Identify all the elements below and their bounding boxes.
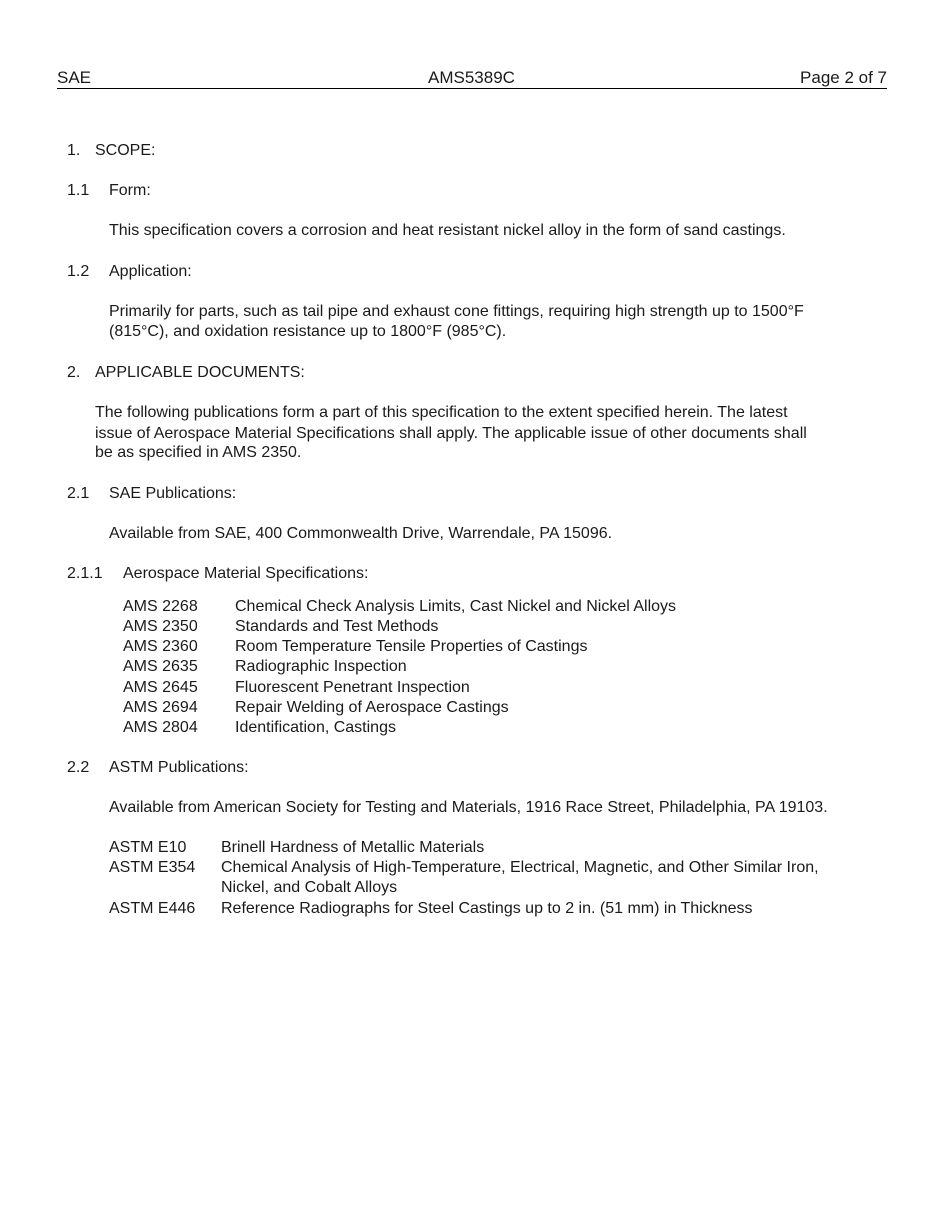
section-2-title: APPLICABLE DOCUMENTS: bbox=[95, 364, 305, 381]
section-1-title: SCOPE: bbox=[95, 142, 156, 159]
section-2-1-1-number: 2.1.1 bbox=[67, 565, 103, 582]
section-1-1-number: 1.1 bbox=[67, 182, 90, 199]
section-2-1-1-title: Aerospace Material Specifications: bbox=[123, 565, 369, 582]
reference-code: AMS 2804 bbox=[123, 719, 198, 736]
reference-title: Chemical Check Analysis Limits, Cast Nickel and Nickel Alloys bbox=[235, 598, 677, 615]
section-1-2-text-line-1: Primarily for parts, such as tail pipe and exhaust cone fittings, requiring high strength up to 1500°F bbox=[109, 303, 804, 320]
reference-title: Radiographic Inspection bbox=[235, 658, 407, 675]
reference-title: Chemical Analysis of High-Temperature, Electrical, Magnetic, and Other Similar Iron, bbox=[221, 859, 819, 876]
reference-code: ASTM E10 bbox=[109, 839, 187, 856]
section-1-1-title: Form: bbox=[109, 182, 151, 199]
header-organization: SAE bbox=[57, 68, 92, 87]
reference-title-continued: Nickel, and Cobalt Alloys bbox=[221, 879, 398, 896]
section-1-2-number: 1.2 bbox=[67, 263, 90, 280]
section-2-text-line-3: be as specified in AMS 2350. bbox=[95, 444, 302, 461]
section-1-2-text-line-2: (815°C), and oxidation resistance up to 1800°F (985°C). bbox=[109, 323, 507, 340]
reference-title: Identification, Castings bbox=[235, 719, 396, 736]
reference-code: AMS 2694 bbox=[123, 699, 198, 716]
section-1-number: 1. bbox=[67, 142, 81, 159]
section-2-1-text: Available from SAE, 400 Commonwealth Drive, Warrendale, PA 15096. bbox=[109, 525, 613, 542]
reference-title: Fluorescent Penetrant Inspection bbox=[235, 679, 470, 696]
header-document-number: AMS5389C bbox=[428, 68, 515, 87]
section-2-text-line-2: issue of Aerospace Material Specifications shall apply. The applicable issue of other documents shall bbox=[95, 425, 807, 442]
reference-title: Repair Welding of Aerospace Castings bbox=[235, 699, 509, 716]
reference-title: Reference Radiographs for Steel Castings up to 2 in. (51 mm) in Thickness bbox=[221, 900, 753, 917]
reference-title: Room Temperature Tensile Properties of Castings bbox=[235, 638, 588, 655]
section-2-text-line-1: The following publications form a part of this specification to the extent specified herein. The latest bbox=[95, 404, 788, 421]
reference-code: AMS 2350 bbox=[123, 618, 198, 635]
reference-code: ASTM E446 bbox=[109, 900, 196, 917]
section-2-2-number: 2.2 bbox=[67, 759, 90, 776]
reference-code: AMS 2645 bbox=[123, 679, 198, 696]
section-2-number: 2. bbox=[67, 364, 81, 381]
reference-code: AMS 2268 bbox=[123, 598, 198, 615]
section-2-1-number: 2.1 bbox=[67, 485, 90, 502]
reference-title: Brinell Hardness of Metallic Materials bbox=[221, 839, 485, 856]
reference-code: AMS 2635 bbox=[123, 658, 198, 675]
reference-title: Standards and Test Methods bbox=[235, 618, 439, 635]
section-1-2-title: Application: bbox=[109, 263, 192, 280]
page-header bbox=[57, 68, 887, 89]
reference-code: AMS 2360 bbox=[123, 638, 198, 655]
reference-code: ASTM E354 bbox=[109, 859, 196, 876]
section-2-2-title: ASTM Publications: bbox=[109, 759, 249, 776]
section-2-1-title: SAE Publications: bbox=[109, 485, 237, 502]
section-2-2-text: Available from American Society for Testing and Materials, 1916 Race Street, Philadelphia, PA 19103. bbox=[109, 799, 828, 816]
header-page-number: Page 2 of 7 bbox=[800, 68, 887, 87]
section-1-1-text: This specification covers a corrosion and heat resistant nickel alloy in the form of sand castings. bbox=[109, 222, 786, 239]
